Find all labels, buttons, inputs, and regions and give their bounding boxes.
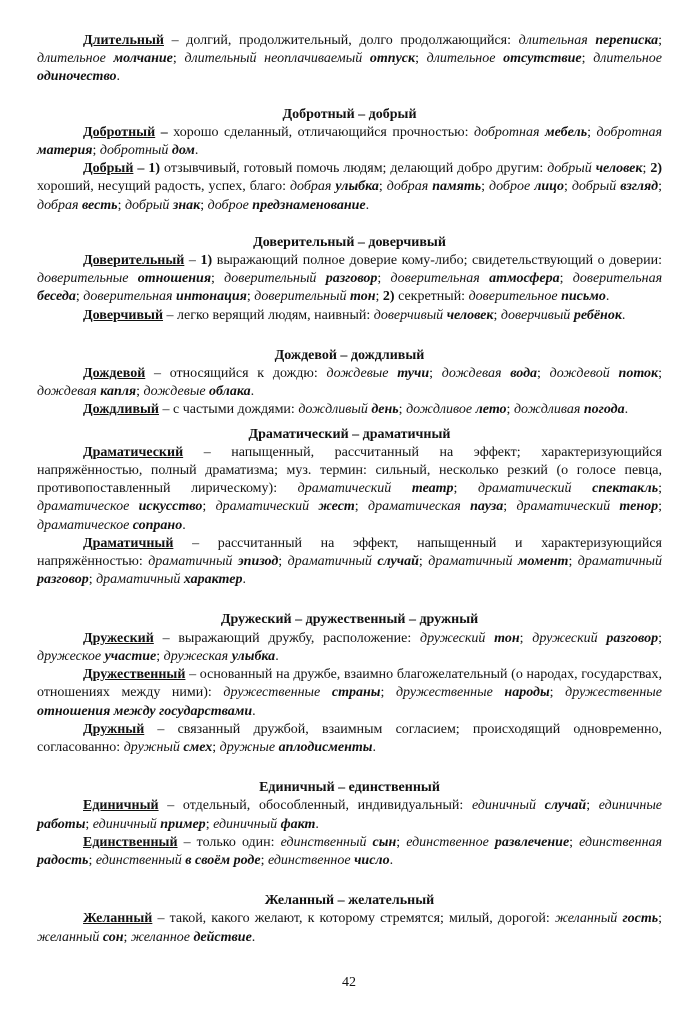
entry-definition: – выражающий дружбу, расположение: дружеский тон; дружеский разговор; дружеское участие; дружеская улыбка. xyxy=(37,630,663,664)
entry-definition: – 1) отзывчивый, готовый помочь людям; делающий добро другим: добрый человек; 2) хороший, несущий радость, успех, благо: добрая улыбка; добрая память; доброе лицо; добрый взгляд; добрая весть; добрый знак; доброе предзнаменование. xyxy=(37,161,663,213)
dictionary-page xyxy=(37,32,662,947)
entry-term: Драматический xyxy=(83,444,184,460)
dictionary-entry xyxy=(37,160,662,215)
section-title: Дружеский – дружественный – дружный xyxy=(220,612,479,628)
section-title: Драматический – драматичный xyxy=(248,426,451,442)
entry-definition: – относящийся к дождю: дождевые тучи; дождевая вода; дождевой поток; дождевая капля; дождевые облака. xyxy=(37,366,663,400)
entry-term: Дождевой xyxy=(83,366,146,382)
entry-term: Длительный xyxy=(83,33,164,48)
dictionary-entry xyxy=(37,401,662,419)
entry-term: Дружный xyxy=(83,721,145,737)
dictionary-entry xyxy=(37,630,662,666)
dictionary-entry xyxy=(37,721,662,757)
dictionary-entry xyxy=(37,535,662,590)
entry-term: Дружеский xyxy=(83,630,154,646)
dictionary-entry xyxy=(37,32,662,87)
entry-definition: – только один: единственный сын; единственное развлечение; единственная радость; единственный в своём роде; единственное число. xyxy=(37,834,663,868)
dictionary-entry xyxy=(37,124,662,160)
dictionary-entry xyxy=(37,365,662,401)
entry-definition: – связанный дружбой, взаимным согласием; происходящий одновременно, согласованно: дружный смех; дружные аплодисменты. xyxy=(37,721,662,755)
entry-definition: – рассчитанный на эффект, напыщенный и характеризующийся напряжённостью: драматичный эпизод; драматичный случай; драматичный момент; драматичный разговор; драматичный характер. xyxy=(37,535,663,588)
dictionary-entry xyxy=(37,834,662,870)
section-title: Желанный – желательный xyxy=(264,893,435,909)
entry-term: Добрый xyxy=(83,161,134,177)
entry-definition: – такой, какого желают, к которому стремятся; милый, дорогой: желанный гость; желанный сон; желанное действие. xyxy=(37,911,663,945)
entry-term: Драматичный xyxy=(83,535,174,551)
entry-definition: – отдельный, обособленный, индивидуальный: единичный случай; единичные работы; единичный пример; единичный факт. xyxy=(37,798,663,832)
entry-definition: – 1) выражающий полное доверие кому-либо; свидетельствующий о доверии: доверительные отношения; доверительный разговор; доверительная атмосфера; доверительная беседа; доверительная интонация; доверительный тон; 2) секретный: доверительное письмо. xyxy=(37,253,663,305)
entry-definition: – с частыми дождями: дождливый день; дождливое лето; дождливая погода. xyxy=(159,402,629,418)
entry-term: Желанный xyxy=(83,911,153,927)
entry-definition: – напыщенный, рассчитанный на эффект; характеризующийся напряжённостью, полный драматизма; муз. термин: сильный, несколько резкий (о голосе певца, противопоставленный лирическому): драматический театр; драматический спектакль; драматическое искусство; драматический жест; драматическая пауза; драматический тенор; драматическое сопрано. xyxy=(37,444,663,533)
entry-definition: – основанный на дружбе, взаимно благожелательный (о народах, государствах, отношениях между ними): дружественные страны; дружественные народы; дружественные отношения между государствами. xyxy=(37,667,663,719)
entry-term: Добротный xyxy=(83,124,156,140)
section-title: Добротный – добрый xyxy=(282,106,417,122)
section-title: Дождевой – дождливый xyxy=(274,347,425,363)
dictionary-entry xyxy=(37,910,662,946)
dictionary-entry xyxy=(37,444,662,535)
dictionary-entry xyxy=(37,797,662,833)
section-title: Единичный – единственный xyxy=(259,780,440,796)
entry-term: Единичный xyxy=(83,798,159,814)
entry-term: Единственный xyxy=(83,834,178,850)
entry-definition: – долгий, продолжительный, долго продолжающийся: длительная переписка; длительное молчание; длительный неоплачиваемый отпуск; длительное отсутствие; длительное одиночество. xyxy=(37,33,663,85)
dictionary-entry xyxy=(37,252,662,307)
dictionary-entry xyxy=(37,666,662,721)
entry-term: Дождливый xyxy=(83,402,159,418)
entry-term: Дружественный xyxy=(83,667,186,683)
page-number: 42 xyxy=(342,975,356,990)
section-title: Доверительный – доверчивый xyxy=(253,234,446,250)
entry-term: Доверительный xyxy=(83,253,185,269)
entry-term: Доверчивый xyxy=(83,307,164,323)
dictionary-entry xyxy=(37,307,662,325)
entry-definition: – хорошо сделанный, отличающийся прочностью: добротная мебель; добротная материя; добротный дом. xyxy=(37,124,663,159)
entry-definition: – легко верящий людям, наивный: доверчивый человек; доверчивый ребёнок. xyxy=(163,307,626,323)
